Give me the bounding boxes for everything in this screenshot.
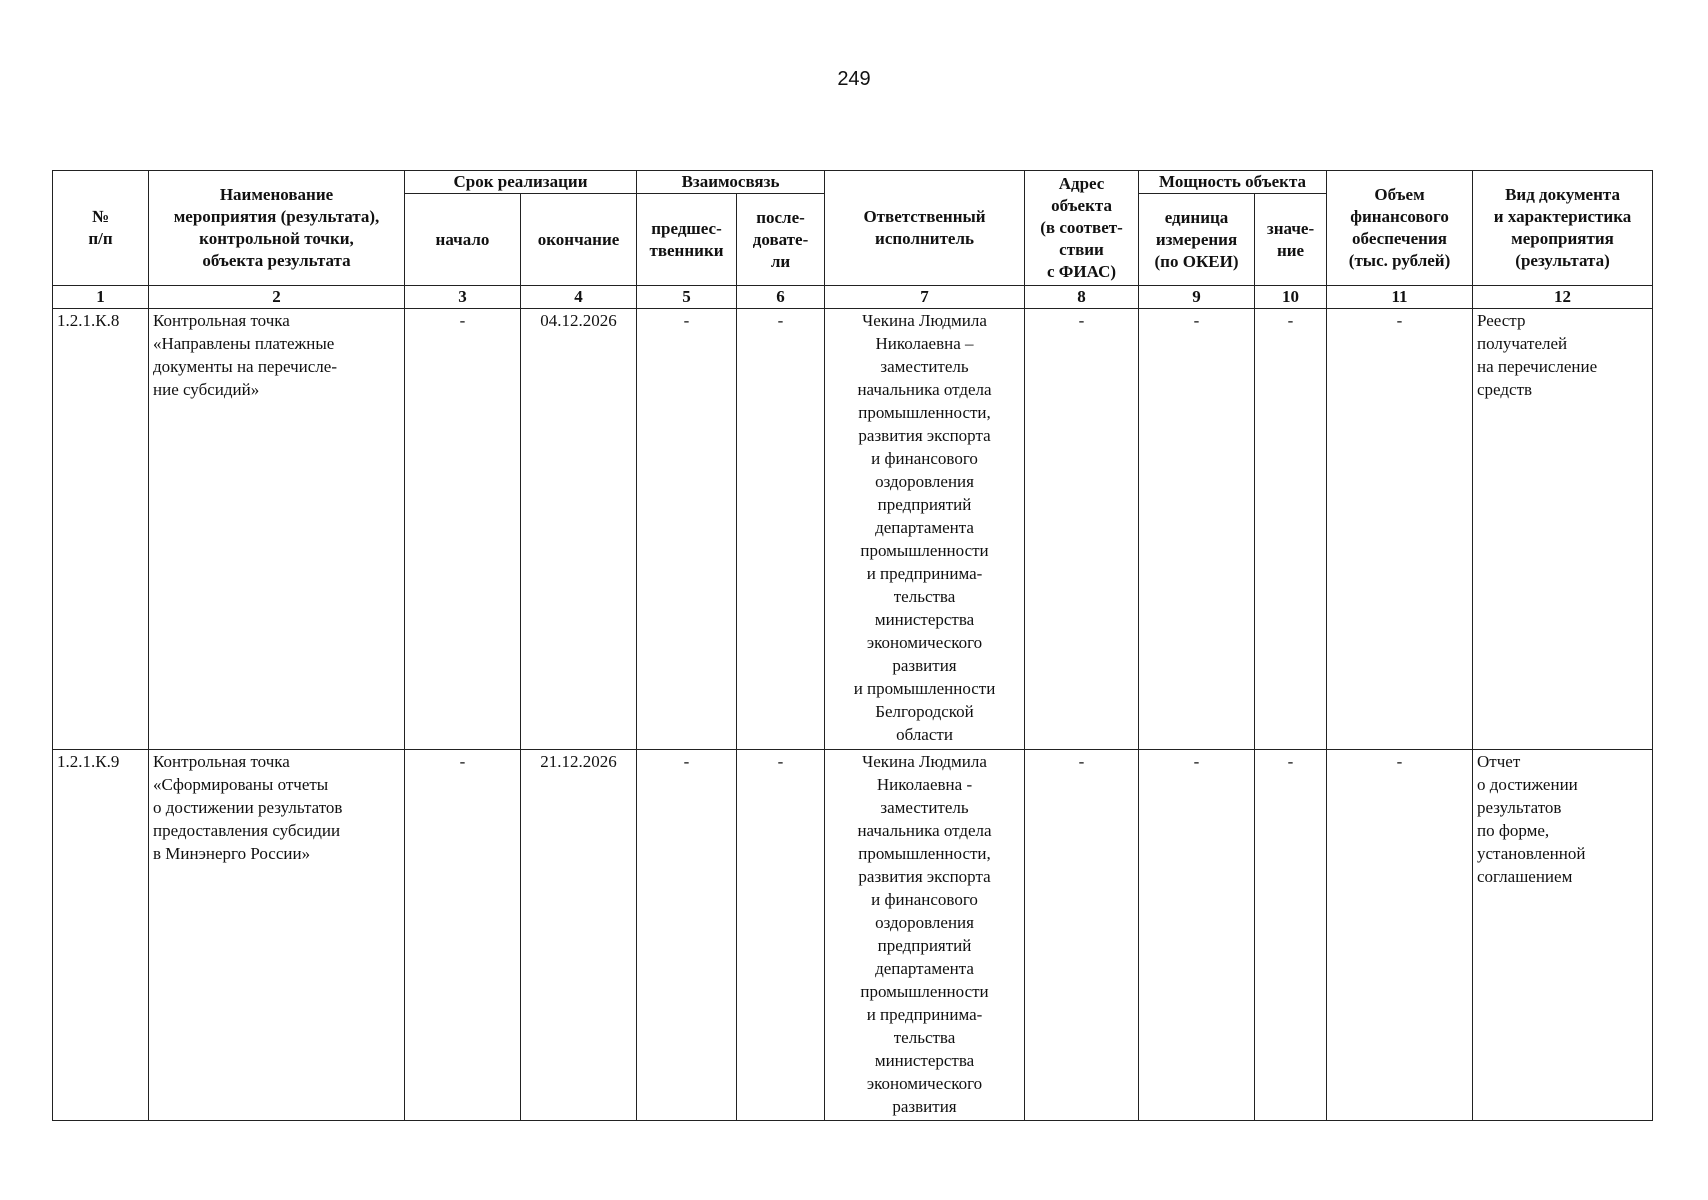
header-document: Вид документа и характеристика мероприятия (результата) bbox=[1473, 171, 1653, 286]
row-address: - bbox=[1025, 309, 1139, 750]
row-address: - bbox=[1025, 750, 1139, 1121]
header-end: окончание bbox=[521, 194, 637, 286]
row-start: - bbox=[405, 309, 521, 750]
header-successors: после- довате- ли bbox=[737, 194, 825, 286]
header-financing: Объем финансового обеспечения (тыс. рублей) bbox=[1327, 171, 1473, 286]
row-responsible: Чекина Людмила Николаевна – заместитель начальника отдела промышленности, развития экспорта и финансового оздоровления предприятий департамента промышленности и предпринима- тельства министерства экономического развития и промышленности Белгородской области bbox=[825, 309, 1025, 750]
col-number: 12 bbox=[1473, 286, 1653, 309]
row-value: - bbox=[1255, 309, 1327, 750]
row-num: 1.2.1.К.9 bbox=[53, 750, 149, 1121]
header-unit: единица измерения (по ОКЕИ) bbox=[1139, 194, 1255, 286]
row-financing: - bbox=[1327, 750, 1473, 1121]
events-table bbox=[52, 170, 1653, 1121]
header-predecessors: предшес- твенники bbox=[637, 194, 737, 286]
header-responsible: Ответственный исполнитель bbox=[825, 171, 1025, 286]
row-document: Реестр получателей на перечисление средств bbox=[1473, 309, 1653, 750]
header-numbers-row bbox=[53, 286, 1653, 309]
header-start: начало bbox=[405, 194, 521, 286]
row-num: 1.2.1.К.8 bbox=[53, 309, 149, 750]
row-end: 21.12.2026 bbox=[521, 750, 637, 1121]
row-name: Контрольная точка «Направлены платежные документы на перечисле- ние субсидий» bbox=[149, 309, 405, 750]
row-successors: - bbox=[737, 309, 825, 750]
row-document: Отчет о достижении результатов по форме, установленной соглашением bbox=[1473, 750, 1653, 1121]
header-address: Адрес объекта (в соответ- ствии с ФИАС) bbox=[1025, 171, 1139, 286]
table-row bbox=[53, 309, 1653, 750]
row-predecessors: - bbox=[637, 309, 737, 750]
row-start: - bbox=[405, 750, 521, 1121]
row-value: - bbox=[1255, 750, 1327, 1121]
col-number: 1 bbox=[53, 286, 149, 309]
row-unit: - bbox=[1139, 309, 1255, 750]
col-number: 3 bbox=[405, 286, 521, 309]
header-term-group: Срок реализации bbox=[405, 171, 637, 194]
col-number: 7 bbox=[825, 286, 1025, 309]
header-row-1 bbox=[53, 171, 1653, 194]
row-unit: - bbox=[1139, 750, 1255, 1121]
header-relation-group: Взаимосвязь bbox=[637, 171, 825, 194]
col-number: 11 bbox=[1327, 286, 1473, 309]
row-financing: - bbox=[1327, 309, 1473, 750]
col-number: 8 bbox=[1025, 286, 1139, 309]
row-responsible: Чекина Людмила Николаевна - заместитель начальника отдела промышленности, развития экспорта и финансового оздоровления предприятий департамента промышленности и предпринима- тельства министерства экономического развития bbox=[825, 750, 1025, 1121]
page-number: 249 bbox=[837, 68, 871, 90]
header-num: № п/п bbox=[53, 171, 149, 286]
col-number: 10 bbox=[1255, 286, 1327, 309]
header-value: значе- ние bbox=[1255, 194, 1327, 286]
header-name: Наименование мероприятия (результата), контрольной точки, объекта результата bbox=[149, 171, 405, 286]
col-number: 4 bbox=[521, 286, 637, 309]
row-name: Контрольная точка «Сформированы отчеты о достижении результатов предоставления субсидии в Минэнерго России» bbox=[149, 750, 405, 1121]
header-power-group: Мощность объекта bbox=[1139, 171, 1327, 194]
col-number: 9 bbox=[1139, 286, 1255, 309]
row-successors: - bbox=[737, 750, 825, 1121]
row-end: 04.12.2026 bbox=[521, 309, 637, 750]
col-number: 2 bbox=[149, 286, 405, 309]
row-predecessors: - bbox=[637, 750, 737, 1121]
table-row bbox=[53, 750, 1653, 1121]
col-number: 6 bbox=[737, 286, 825, 309]
col-number: 5 bbox=[637, 286, 737, 309]
